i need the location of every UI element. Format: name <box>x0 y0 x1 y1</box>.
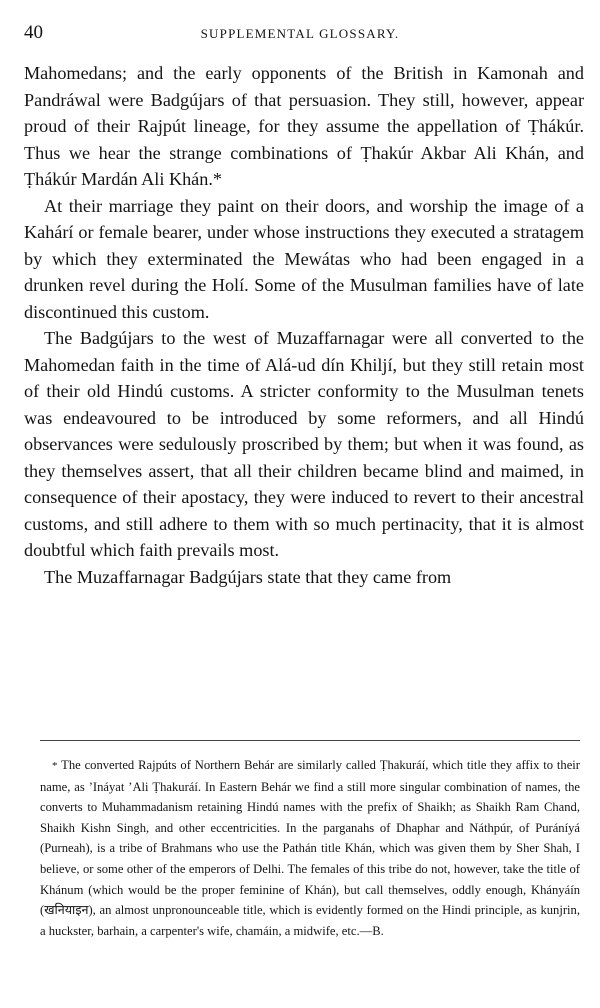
footnote-mark: * <box>52 760 58 772</box>
page-header <box>24 18 576 48</box>
body-text <box>24 60 584 590</box>
footnote-text: The converted Rajpúts of Northern Behár are similarly called Ṭhakuráí, which title they affix to their name, as ʼInáyat ʼAli Ṭhakuráí. In Eastern Behár we find a still more singular combination of names, the converts to Muhammadanism retaining Hindú names with the prefix of Shaikh; as Shaikh Ram Chand, Shaikh Kishn Singh, and other eccentricities. In the parganahs of Dhaphar and Náthpúr, of Puráníyá (Purneah), is a tribe of Brahmans who use the Pathán title Khán, which was given them by Sher Shah, I believe, or some other of the emperors of Delhi. The females of this tribe do not, however, take the title of Khánum (which would be the proper feminine of Khán), but call themselves, oddly enough, Khányáín (खनियाइन), an almost unpronounceable title, which is evidently formed on the Hindi principle, as kunjrin, a huckster, barhain, a carpenter's wife, chamáin, a midwife, etc.—B. <box>40 758 580 938</box>
footnote <box>40 755 580 941</box>
paragraph-marriage-custom: At their marriage they paint on their doors, and worship the image of a Kahárí or female bearer, under whose instructions they executed a stratagem by which they exterminated the Mewátas who had been engaged in a drunken revel during the Holí. Some of the Musulman families have of late discontinued this custom. <box>24 195 584 322</box>
footnote-divider <box>40 740 580 741</box>
paragraph-conversion: The Badgújars to the west of Muzaffarnagar were all converted to the Mahomedan faith in the time of Alá-ud dín Khiljí, but they still retain most of their old Hindú customs. A stricter conformity to the Musulman tenets was endeavoured to be introduced by some reformers, and all Hindú observances were sedulously proscribed by them; but when it was found, as they themselves assert, that all their children became blind and maimed, in consequence of their apostacy, they were induced to revert to their ancestral customs, and still adhere to them with so much pertinacity, that it is almost doubtful which faith prevails most. <box>24 328 584 560</box>
running-head: SUPPLEMENTAL GLOSSARY. <box>200 26 400 41</box>
page-number: 40 <box>24 22 43 43</box>
paragraph-origin: The Muzaffarnagar Badgújars state that they came from <box>44 566 452 587</box>
paragraph-continued: Mahomedans; and the early opponents of the British in Kamonah and Pandráwal were Badgújars of that persuasion. They still, however, appear proud of their Rajpút lineage, for they assume the appellation of Ṭhákúr. Thus we hear the strange combinations of Ṭhakúr Akbar Ali Khán, and Ṭhákúr Mardán Ali Khán.* <box>24 63 584 189</box>
